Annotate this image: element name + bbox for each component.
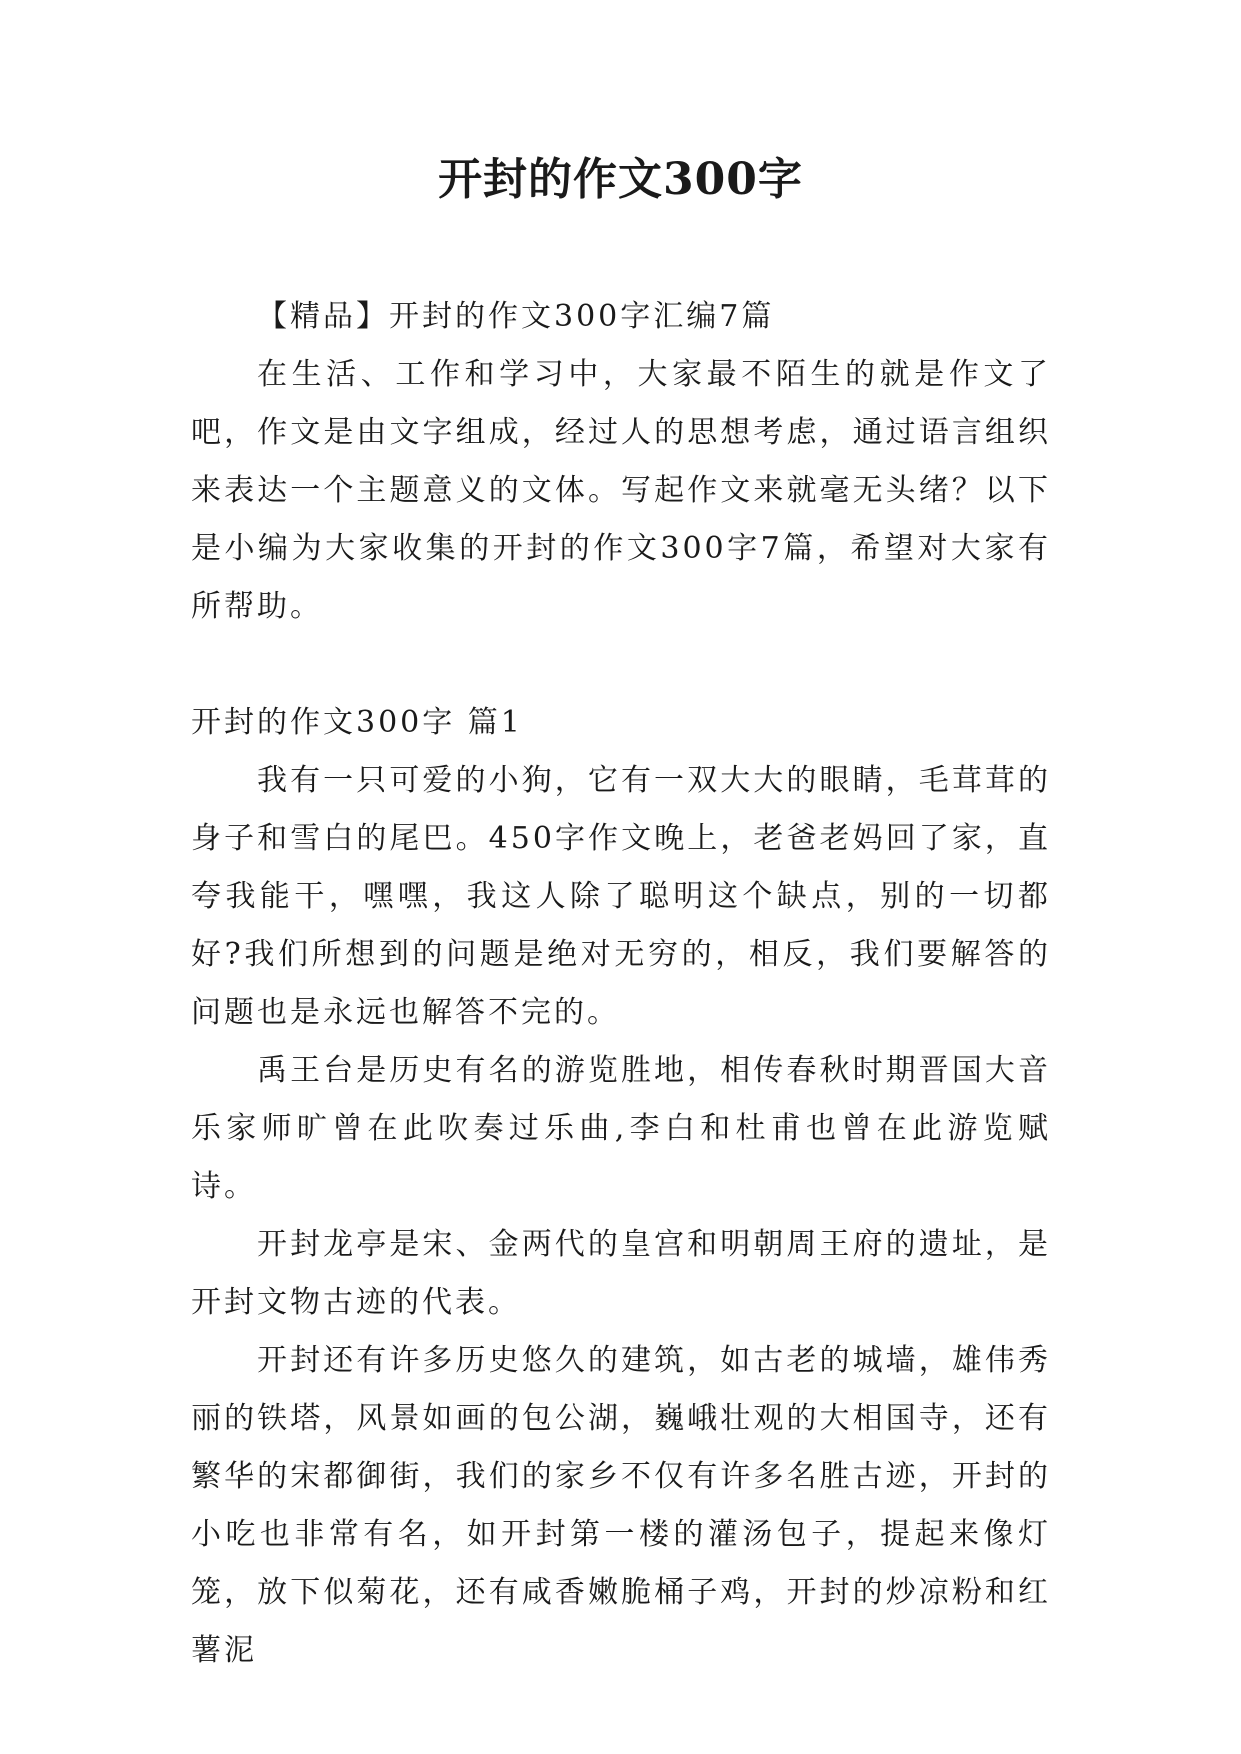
document-title: 开封的作文300字	[438, 154, 803, 205]
body-paragraph-1: 我有一只可爱的小狗，它有一双大大的眼睛，毛茸茸的身子和雪白的尾巴。450字作文晚上，老爸老妈回了家，直夸我能干，嘿嘿，我这人除了聪明这个缺点，别的一切都好?我们所想到的问题是绝对无穷的，相反，我们要解答的问题也是永远也解答不完的。	[191, 763, 1051, 1030]
document-subtitle: 【精品】开封的作文300字汇编7篇	[257, 299, 775, 334]
body-paragraph-4: 开封还有许多历史悠久的建筑，如古老的城墙，雄伟秀丽的铁塔，风景如画的包公湖，巍峨壮观的大相国寺，还有繁华的宋都御街，我们的家乡不仅有许多名胜古迹，开封的小吃也非常有名，如开封第一楼的灌汤包子，提起来像灯笼，放下似菊花，还有咸香嫩脆桶子鸡，开封的炒凉粉和红薯泥	[191, 1343, 1051, 1668]
intro-paragraph: 在生活、工作和学习中，大家最不陌生的就是作文了吧，作文是由文字组成，经过人的思想考虑，通过语言组织来表达一个主题意义的文体。写起作文来就毫无头绪？以下是小编为大家收集的开封的作文300字7篇，希望对大家有所帮助。	[191, 357, 1051, 624]
body-paragraph-3: 开封龙亭是宋、金两代的皇宫和明朝周王府的遗址，是开封文物古迹的代表。	[191, 1227, 1051, 1320]
document-body	[191, 288, 1051, 1680]
body-paragraph-2: 禹王台是历史有名的游览胜地，相传春秋时期晋国大音乐家师旷曾在此吹奏过乐曲,李白和杜甫也曾在此游览赋诗。	[191, 1053, 1051, 1204]
section-heading: 开封的作文300字 篇1	[191, 705, 523, 740]
